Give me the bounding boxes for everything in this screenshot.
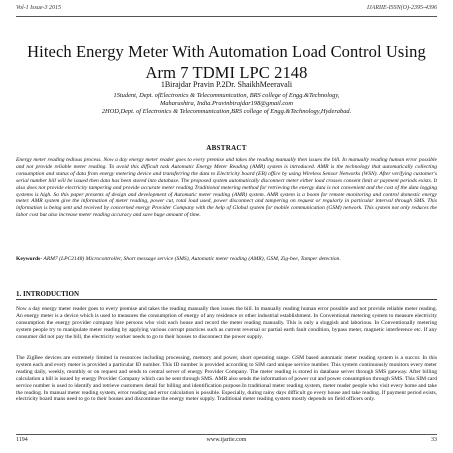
running-header	[16, 5, 437, 17]
keywords-text: ARM7 (LPC2148) Microcontroller, Short message service (SMS), Automatic meter reading (AMR), GSM, Zig-bee, Tamper detection.	[42, 256, 341, 262]
section-rule	[16, 299, 437, 300]
footer-page-number: 33	[431, 437, 437, 443]
keywords	[16, 256, 437, 263]
running-footer	[16, 437, 437, 447]
footer-website: www.ijariie.com	[206, 437, 247, 443]
footer-paper-id: 1194	[16, 437, 28, 443]
abstract-text: Energy meter reading tedious process. Now a day energy meter reader goes to every premise and takes the reading manually then issues the bill. In manually reading human error possible and not provide reliable meter reading. To avoid this difficult task Automatic Energy Meter Reading (AMR) system is introduced. AMR is the technology that automatically collecting consumption and status of data from energy metering device and transferring the data to Electricity board (EB) office by using Wireless Sensor Networks (WSN). After verifying customer's serial number bill will be issued then data has been stored into database. The proposed system automatically disconnect meter either load crosses consent limit or payment periods exists. It also does not provide electricity tampering and provide accurate meter reading Traditional metering method for retrieving the energy data is not convenient and the cost of the data logging systems is high. So this paper presents of design and development of Automatic meter reading (AMR) system. AMR system is a boom for remote monitoring and control domestic energy meter. AMR system give the information of meter reading, power cut, total load used, power disconnect and tampering on request or regularly in particular interval through SMS. This information is being sent and received by concerned energy Provider Company with the help of Global system for mobile communication (GSM) network. This system not only reduces the labor cost but also increase meter reading accuracy and save huge amount of time.	[16, 157, 437, 219]
affiliation-1: 1Student, Dept. ofElectronics & Telecommunication, BRS college of Engg.&Technology,	[113, 92, 340, 99]
header-volume: Vol-1 Issue-3 2015	[16, 5, 61, 11]
affiliation-2: 2HOD,Dept. of Electronics & Telecommunication,BRS college of Engg.&Technology,Hyderabad.	[101, 108, 352, 115]
affiliation-1-cont: Maharashtra, India.Pravinbirajdar198@gmail.com	[160, 100, 293, 107]
header-rule	[16, 16, 437, 17]
header-issn: IJARIIE-ISSN(O)-2395-4396	[367, 5, 437, 11]
intro-paragraph-2: The ZigBee devices are extremely limited in resources including processing, memory and power, short operating range. GSM based automatic meter reading system is a succor. In this system each and every meter is provided a particular ID number. This ID number is provided according to SIM card unique service number. This system continuously monitors every meter reading daily, weekly, monthly or on request and sends to central server of energy Provider Company. The meter reading is stored in database server through SMS gateway. After billing calculation a bill is issued by energy Provider Company which can be sent through SMS. AMR also sends the information of power cut and power consumption through SMS. This SIM card service number is used to identify and retrieve customers detail for billing and identification purpose.In traditional meter reading system, meter reader people who visit every home and take the reading. In manual meter reading system, error reading and error calculation is possible. Especially, during rainy days difficult go every house and take reading. If payment period exists, electricity board mans need to go to their houses and discontinue the energy meter supply. Traditional meter reading system mostly depends on field officers only.	[16, 355, 437, 403]
intro-paragraph-1: Now a day energy meter reader goes to every premise and takes the reading manually then issues the bill. In manually reading human error possible and not provide reliable meter reading. An energy meter is a device which is used to measures the consumption of energy of any residence or other industrial establishment. In Conventional metering system to measure electricity consumption the energy provider company hire persons who visit each house and record the meter reading manually. This is only a sluggish and laborious. In Conventionally metering system people try to manipulate meter reading by applying various corrupt practices such as current reversal or partial earth fault condition, bypass meter, magnetic interference etc. If any consumer did not pay the bill, the electricity worker needs to go to their houses to disconnect the power supply.	[16, 306, 437, 340]
paper-title: Hitech Energy Meter With Automation Load Control Using Arm 7 TDMI LPC 2148	[27, 42, 426, 83]
section-heading-introduction: 1. INTRODUCTION	[16, 290, 80, 298]
author-line: 1Birajdar Pravin P.2Dr. ShaikhMeeravali	[160, 80, 293, 89]
keywords-label: Keywords-	[16, 256, 43, 262]
abstract-heading: ABSTRACT	[206, 144, 247, 152]
footer-rule	[16, 434, 437, 435]
